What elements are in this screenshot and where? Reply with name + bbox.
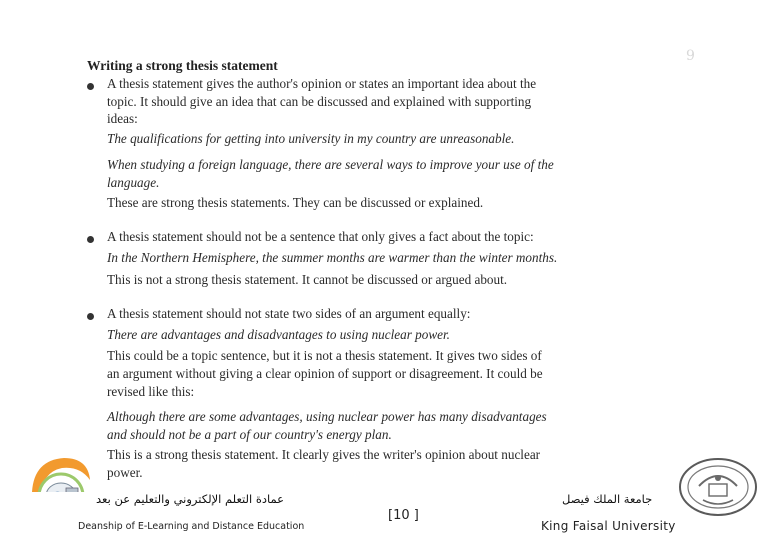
- bullet-dot: [87, 313, 94, 320]
- text-line: revised like this:: [107, 384, 195, 399]
- text-line: This could be a topic sentence, but it is not a thesis statement. It gives two sides of: [107, 348, 542, 363]
- text-line: an argument without giving a clear opinion of support or disagreement. It could be: [107, 366, 543, 381]
- text-line: topic. It should give an idea that can be discussed and explained with supporting: [107, 94, 532, 109]
- example-line: Although there are some advantages, using nuclear power has many disadvantages: [107, 409, 547, 424]
- university-english-name: King Faisal University: [541, 519, 676, 533]
- text-line: This is not a strong thesis statement. It cannot be discussed or argued about.: [107, 272, 508, 287]
- example-line: When studying a foreign language, there are several ways to improve your use of the: [107, 157, 554, 172]
- text-line: A thesis statement should not be a sentence that only gives a fact about the topic:: [107, 229, 534, 244]
- example-line: language.: [107, 175, 160, 190]
- deanship-arabic-name: عمادة التعلم الإلكتروني والتعليم عن بعد: [96, 492, 284, 506]
- example-line: and should not be a part of our country's energy plan.: [107, 427, 392, 442]
- text-line: ideas:: [107, 111, 138, 126]
- king-faisal-university-seal-icon: [677, 456, 759, 518]
- ghost-mark: 9: [686, 48, 695, 64]
- text-line: A thesis statement gives the author's opinion or states an important idea about the: [107, 76, 537, 91]
- text-line: These are strong thesis statements. They can be discussed or explained.: [107, 195, 484, 210]
- footer: [0, 492, 780, 540]
- page-number: [10 ]: [388, 508, 419, 523]
- text-line: power.: [107, 465, 143, 480]
- text-line: This is a strong thesis statement. It clearly gives the writer's opinion about nuclear: [107, 447, 541, 462]
- text-line: A thesis statement should not state two sides of an argument equally:: [107, 306, 471, 321]
- example-line: The qualifications for getting into university in my country are unreasonable.: [107, 131, 515, 146]
- deanship-english-name: Deanship of E-Learning and Distance Education: [78, 521, 305, 532]
- example-line: In the Northern Hemisphere, the summer months are warmer than the winter months.: [107, 250, 558, 265]
- example-line: There are advantages and disadvantages to using nuclear power.: [107, 327, 450, 342]
- bullet-dot: [87, 83, 94, 90]
- university-arabic-name: جامعة الملك فيصل: [562, 492, 653, 506]
- bullet-dot: [87, 236, 94, 243]
- section-title: Writing a strong thesis statement: [87, 58, 278, 73]
